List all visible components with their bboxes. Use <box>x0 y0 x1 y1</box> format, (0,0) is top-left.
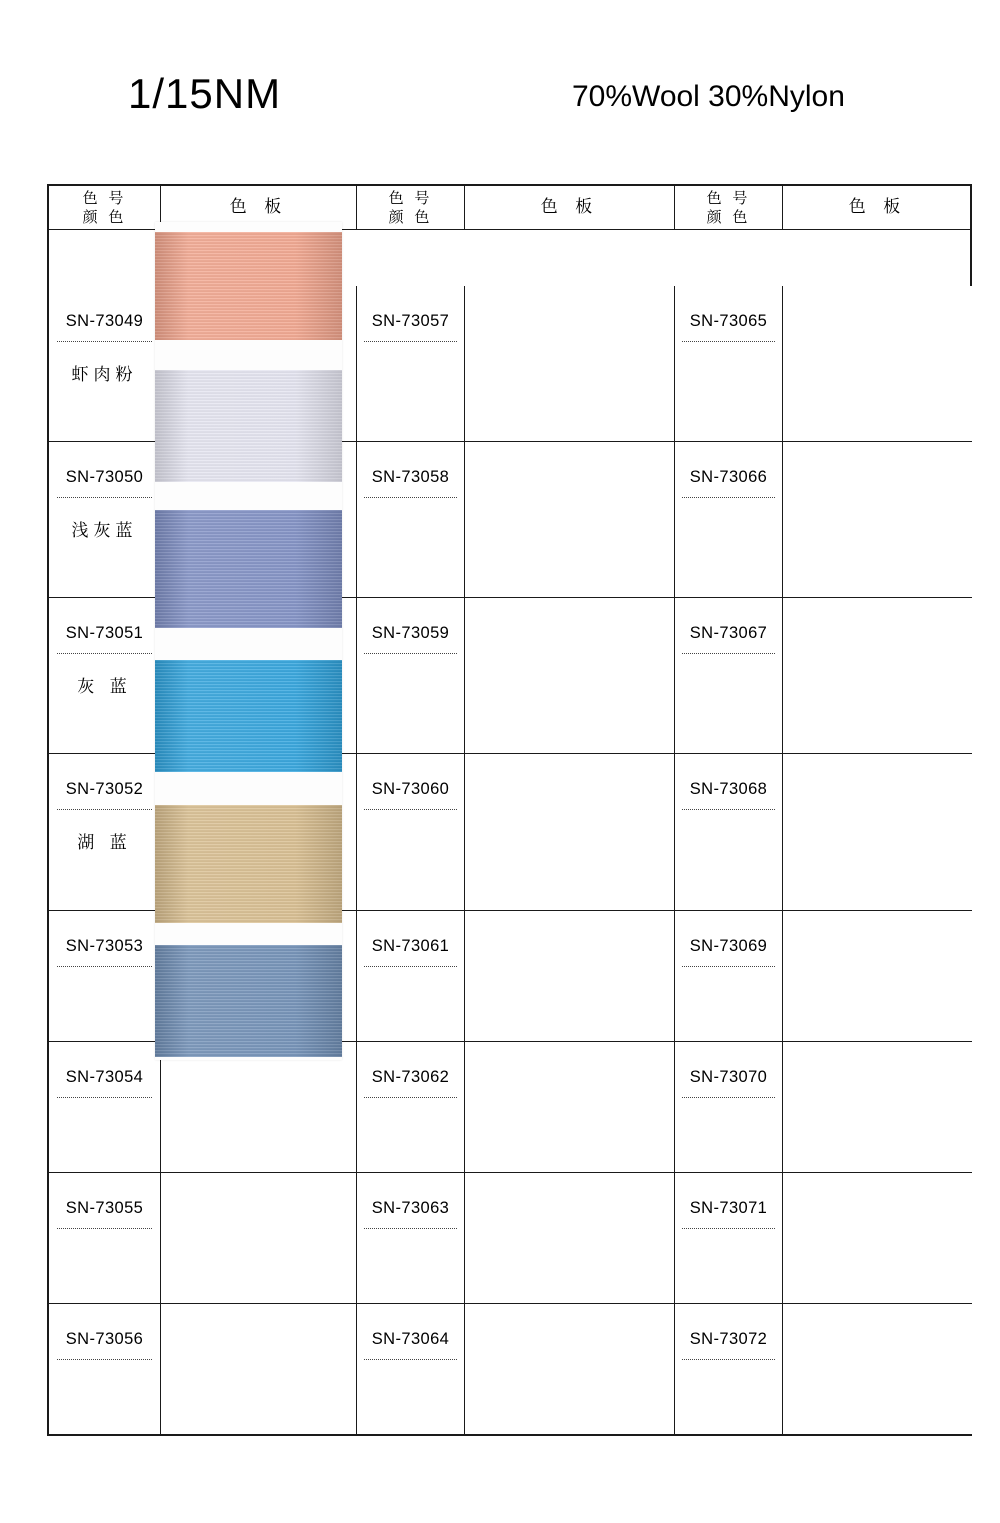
cell-divider <box>682 1097 774 1098</box>
color-code-label: SN-73061 <box>371 936 450 955</box>
color-code-cell <box>357 1173 465 1304</box>
header-label-code: 色 号 <box>388 188 433 207</box>
color-code-label: SN-73055 <box>65 1198 144 1217</box>
column-header-code-3 <box>675 186 783 230</box>
color-code-cell <box>675 598 783 754</box>
color-code-cell <box>357 442 465 598</box>
header-label-swatch: 色 板 <box>229 196 288 217</box>
color-code-label: SN-73057 <box>371 312 450 331</box>
color-code-label: SN-73069 <box>689 936 768 955</box>
color-swatch-cell <box>783 286 972 442</box>
cell-divider <box>364 653 456 654</box>
cell-divider <box>57 1228 152 1229</box>
color-code-cell <box>49 598 161 754</box>
color-code-cell <box>49 1173 161 1304</box>
cell-divider <box>57 1359 152 1360</box>
column-header-code-2 <box>357 186 465 230</box>
color-code-label: SN-73058 <box>371 468 450 487</box>
color-code-label: SN-73059 <box>371 624 450 643</box>
color-code-label: SN-73070 <box>689 1067 768 1086</box>
cell-divider <box>682 1228 774 1229</box>
color-code-cell <box>357 286 465 442</box>
color-swatch-cell <box>783 754 972 910</box>
color-swatch-cell <box>465 598 675 754</box>
yarn-skein <box>155 510 342 628</box>
color-code-cell <box>49 286 161 442</box>
cell-divider <box>57 809 152 810</box>
color-code-cell <box>675 911 783 1042</box>
cell-divider <box>682 497 774 498</box>
color-code-cell <box>675 1173 783 1304</box>
color-code-label: SN-73052 <box>65 780 144 799</box>
color-swatch-cell <box>465 754 675 910</box>
color-code-label: SN-73053 <box>65 936 144 955</box>
cell-divider <box>57 966 152 967</box>
cell-divider <box>364 966 456 967</box>
color-code-label: SN-73067 <box>689 624 768 643</box>
color-swatch-cell <box>783 598 972 754</box>
color-code-cell <box>675 1042 783 1173</box>
header-label-swatch: 色 板 <box>848 196 907 217</box>
header-label-code: 色 号 <box>82 188 127 207</box>
color-code-cell <box>49 1042 161 1173</box>
color-code-cell <box>675 754 783 910</box>
fiber-composition-title: 70%Wool 30%Nylon <box>572 80 845 113</box>
cell-divider <box>364 341 456 342</box>
cell-divider <box>682 1359 774 1360</box>
header-label-color: 颜 色 <box>82 207 127 226</box>
color-code-cell <box>49 911 161 1042</box>
yarn-skein <box>155 660 342 772</box>
header-label-color: 颜 色 <box>388 207 433 226</box>
color-code-label: SN-73072 <box>689 1329 768 1348</box>
cell-divider <box>682 809 774 810</box>
color-swatch-cell <box>783 1304 972 1434</box>
color-swatch-cell <box>465 286 675 442</box>
color-code-cell <box>49 1304 161 1434</box>
header-label-code: 色 号 <box>706 188 751 207</box>
cell-divider <box>57 653 152 654</box>
color-swatch-cell <box>465 442 675 598</box>
color-code-label: SN-73049 <box>65 312 144 331</box>
color-code-cell <box>357 1042 465 1173</box>
yarn-skein-photo <box>155 222 342 1060</box>
color-swatch-cell <box>465 1304 675 1434</box>
cell-divider <box>57 1097 152 1098</box>
column-header-code-1 <box>49 186 161 230</box>
cell-divider <box>364 809 456 810</box>
cell-divider <box>682 341 774 342</box>
cell-divider <box>364 497 456 498</box>
color-code-label: SN-73062 <box>371 1067 450 1086</box>
color-code-label: SN-73060 <box>371 780 450 799</box>
color-code-label: SN-73051 <box>65 624 144 643</box>
color-code-cell <box>49 754 161 910</box>
column-header-swatch-3 <box>783 186 972 230</box>
yarn-skein <box>155 232 342 340</box>
color-code-cell <box>357 754 465 910</box>
header-label-swatch: 色 板 <box>540 196 599 217</box>
color-code-label: SN-73056 <box>65 1329 144 1348</box>
yarn-skein <box>155 805 342 923</box>
color-code-label: SN-73065 <box>689 312 768 331</box>
yarn-skein <box>155 945 342 1057</box>
color-swatch-cell <box>783 1042 972 1173</box>
color-swatch-cell <box>161 1304 357 1434</box>
page-header <box>0 70 1000 130</box>
cell-divider <box>682 966 774 967</box>
color-swatch-cell <box>161 1173 357 1304</box>
color-code-label: SN-73071 <box>689 1198 768 1217</box>
color-name-label: 灰 蓝 <box>77 677 132 698</box>
cell-divider <box>364 1228 456 1229</box>
color-code-cell <box>357 911 465 1042</box>
yarn-skein <box>155 370 342 482</box>
color-swatch-cell <box>465 911 675 1042</box>
color-code-cell <box>357 1304 465 1434</box>
cell-divider <box>57 497 152 498</box>
color-swatch-cell <box>465 1173 675 1304</box>
color-code-label: SN-73054 <box>65 1067 144 1086</box>
color-code-label: SN-73064 <box>371 1329 450 1348</box>
color-code-label: SN-73066 <box>689 468 768 487</box>
cell-divider <box>57 341 152 342</box>
color-code-label: SN-73063 <box>371 1198 450 1217</box>
column-header-swatch-2 <box>465 186 675 230</box>
color-swatch-cell <box>783 442 972 598</box>
color-code-label: SN-73050 <box>65 468 144 487</box>
color-name-label: 虾肉粉 <box>71 365 138 386</box>
color-code-cell <box>675 1304 783 1434</box>
color-code-cell <box>357 598 465 754</box>
cell-divider <box>364 1359 456 1360</box>
header-label-color: 颜 色 <box>706 207 751 226</box>
color-code-cell <box>675 442 783 598</box>
yarn-count-title: 1/15NM <box>128 70 282 117</box>
cell-divider <box>682 653 774 654</box>
color-code-cell <box>49 442 161 598</box>
color-swatch-cell <box>465 1042 675 1173</box>
color-code-cell <box>675 286 783 442</box>
color-name-label: 湖 蓝 <box>77 833 132 854</box>
cell-divider <box>364 1097 456 1098</box>
color-swatch-cell <box>783 1173 972 1304</box>
color-name-label: 浅灰蓝 <box>71 521 138 542</box>
color-swatch-cell <box>161 1042 357 1173</box>
color-code-label: SN-73068 <box>689 780 768 799</box>
color-swatch-cell <box>783 911 972 1042</box>
